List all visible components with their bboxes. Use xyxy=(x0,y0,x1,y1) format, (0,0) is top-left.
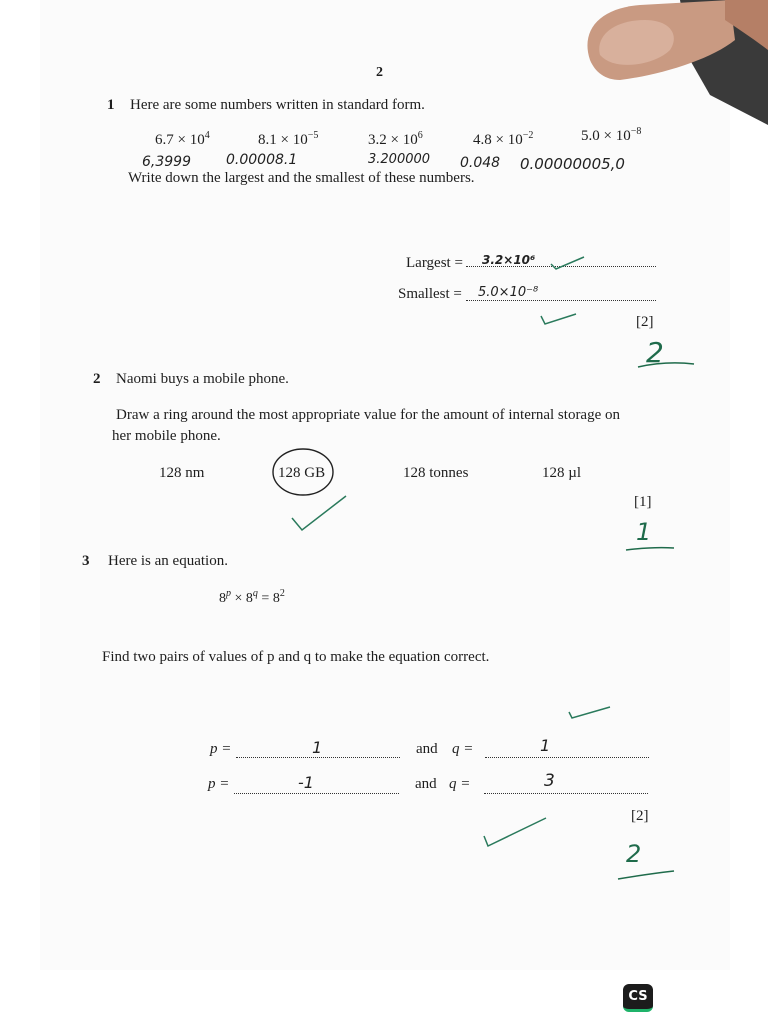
q1-number-2: $8.1 \times 10^{-5}$ xyxy=(258,130,319,148)
q1-number-3: $3.2 \times 10^6$ xyxy=(368,130,423,148)
q2-instruction-line2: her mobile phone. xyxy=(112,428,221,444)
q1-number-1: $6.7 \times 10^4$ xyxy=(155,130,210,148)
q-answer-2: 3 xyxy=(544,771,555,791)
largest-label: Largest = xyxy=(406,255,463,271)
q1-working-3: 3.200000 xyxy=(368,152,431,167)
q3-equation: $8^p \times 8^q = 8^2$ xyxy=(219,588,285,606)
p-answer-2: -1 xyxy=(298,773,314,792)
q1-prompt: Here are some numbers written in standard form. xyxy=(130,97,425,113)
q1-score: 2 xyxy=(646,336,664,369)
q2-option-gb: 128 GB xyxy=(278,465,326,481)
q1-working-5: 0.00000005,0 xyxy=(520,155,625,173)
tick-mark-icon xyxy=(288,492,350,536)
smallest-answer: 5.0×10⁻⁸ xyxy=(478,285,539,300)
q3-score: 2 xyxy=(626,840,642,868)
thumb-image xyxy=(560,0,768,130)
q3-marks: [2] xyxy=(631,808,649,824)
q3-number: 3 xyxy=(82,553,90,569)
score-underline xyxy=(616,868,676,882)
q-label: q = xyxy=(452,741,474,757)
smallest-answer-line xyxy=(466,300,656,301)
tick-mark-icon xyxy=(538,310,580,326)
q-answer-line xyxy=(485,757,649,758)
q2-prompt: Naomi buys a mobile phone. xyxy=(116,371,289,387)
q1-number-4: $4.8 \times 10^{-2}$ xyxy=(473,130,534,148)
p-answer-1: 1 xyxy=(312,738,323,757)
q1-working-1: 6,3999 xyxy=(142,154,191,170)
tick-mark-icon xyxy=(480,814,550,848)
p-label: p = xyxy=(208,776,230,792)
q-answer-1: 1 xyxy=(540,736,551,755)
tick-mark-icon xyxy=(548,255,588,271)
largest-answer: 3.2×10⁶ xyxy=(482,253,536,267)
page-number: 2 xyxy=(376,65,383,80)
tick-mark-icon xyxy=(566,704,614,720)
camscanner-logo: CS xyxy=(623,984,653,1012)
p-label: p = xyxy=(210,741,232,757)
q2-option-tonnes: 128 tonnes xyxy=(403,465,469,481)
q1-marks: [2] xyxy=(636,314,654,330)
and-label: and xyxy=(416,741,438,757)
score-underline xyxy=(624,544,676,554)
q2-option-microlitre: 128 µl xyxy=(542,465,582,481)
q-label: q = xyxy=(449,776,471,792)
q2-score: 1 xyxy=(636,518,652,546)
q1-number-5: $5.0 \times 10^{-8}$ xyxy=(581,126,642,144)
and-label: and xyxy=(415,776,437,792)
q1-working-4: 0.048 xyxy=(460,155,501,171)
q3-instruction: Find two pairs of values of p and q to make the equation correct. xyxy=(102,649,490,665)
q2-marks: [1] xyxy=(634,494,652,510)
answer-ring xyxy=(270,446,336,498)
p-answer-line xyxy=(236,757,400,758)
smallest-label: Smallest = xyxy=(398,286,462,302)
score-underline xyxy=(636,360,696,370)
q1-instruction: Write down the largest and the smallest of these numbers. xyxy=(128,170,475,186)
p-answer-line xyxy=(234,793,399,794)
q1-working-2: 0.00008.1 xyxy=(226,152,298,168)
q2-number: 2 xyxy=(93,371,101,387)
q-answer-line xyxy=(484,793,648,794)
q3-prompt: Here is an equation. xyxy=(108,553,228,569)
q1-number: 1 xyxy=(107,97,115,113)
q2-option-nm: 128 nm xyxy=(159,465,205,481)
q2-instruction-line1: Draw a ring around the most appropriate value for the amount of internal storage on xyxy=(116,407,621,423)
